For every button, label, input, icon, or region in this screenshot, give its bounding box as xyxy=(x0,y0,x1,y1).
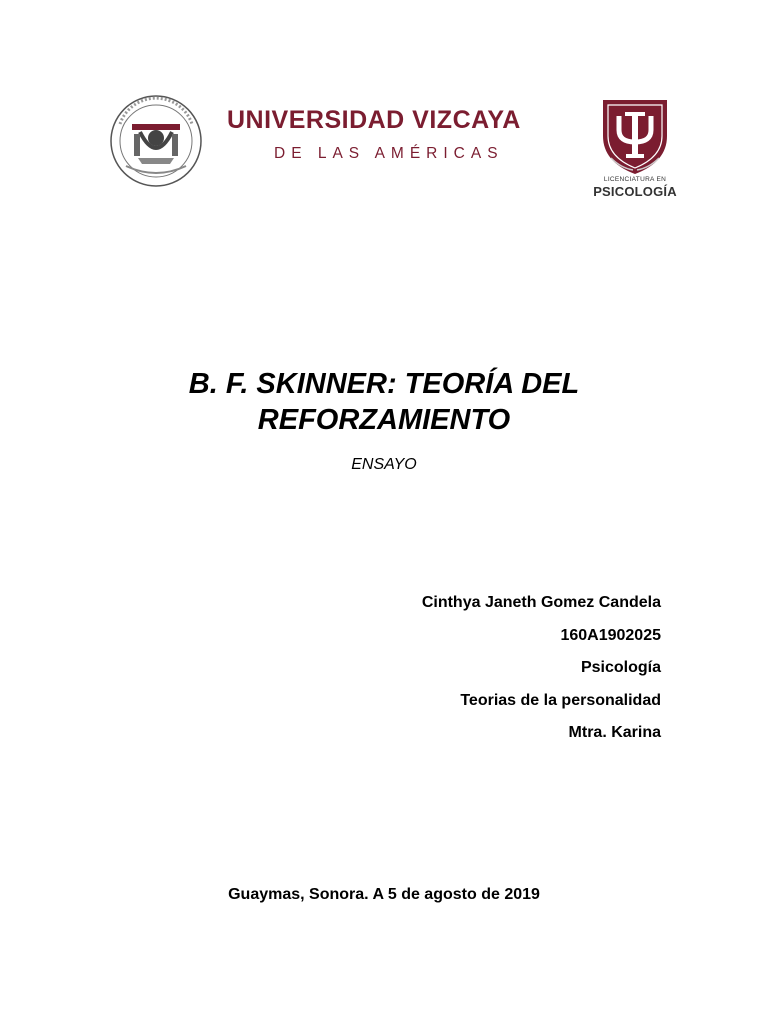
author-name: Cinthya Janeth Gomez Candela xyxy=(421,594,661,611)
document-title xyxy=(0,366,768,438)
teacher: Mtra. Karina xyxy=(568,724,661,741)
program-small-label: LICENCIATURA EN xyxy=(603,176,667,183)
place-date: Guaymas, Sonora. A 5 de agosto de 2019 xyxy=(228,886,540,903)
header xyxy=(100,92,680,212)
student-id: 160A1902025 xyxy=(560,626,661,644)
title-line-2: REFORZAMIENTO xyxy=(257,404,511,436)
university-name: UNIVERSIDAD VIZCAYA xyxy=(227,106,521,134)
program-name: PSICOLOGÍA xyxy=(593,184,677,199)
title-line-1: B. F. SKINNER: TEORÍA DEL xyxy=(188,368,580,400)
course: Teorias de la personalidad xyxy=(460,691,661,709)
author-block xyxy=(422,592,661,755)
document-subtitle: ENSAYO xyxy=(351,456,417,473)
university-wordmark xyxy=(227,106,573,163)
university-subtitle: DE LAS AMÉRICAS xyxy=(274,145,504,162)
career: Psicología xyxy=(580,659,661,676)
program-caption xyxy=(587,176,683,199)
psi-crest-icon xyxy=(597,96,673,176)
university-seal-icon xyxy=(104,94,208,188)
